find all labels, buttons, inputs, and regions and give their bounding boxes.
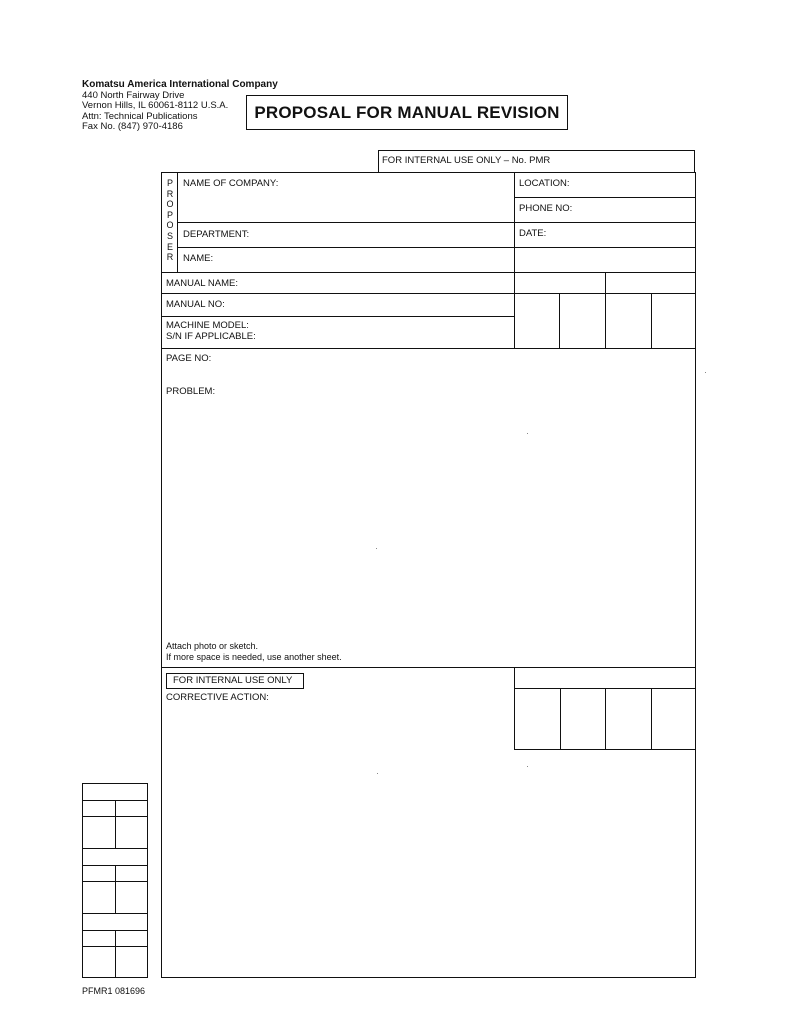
proposer-letter: R bbox=[166, 188, 174, 199]
proposer-letter: P bbox=[166, 209, 173, 220]
routing-divider bbox=[115, 800, 116, 848]
page-no-label: PAGE NO: bbox=[166, 353, 212, 364]
address-line: Attn: Technical Publications bbox=[82, 110, 198, 122]
manual-no-label: MANUAL NO: bbox=[166, 299, 225, 310]
form-title: PROPOSAL FOR MANUAL REVISION bbox=[246, 95, 568, 130]
attach-note: If more space is needed, use another sheet. bbox=[166, 652, 342, 662]
routing-divider bbox=[82, 848, 148, 849]
grid-divider bbox=[514, 667, 515, 750]
department-label: DEPARTMENT: bbox=[183, 229, 250, 240]
grid-divider bbox=[559, 293, 560, 348]
row-divider bbox=[161, 348, 696, 349]
location-label: LOCATION: bbox=[519, 178, 570, 189]
internal-use-pmr-label: FOR INTERNAL USE ONLY – No. PMR bbox=[382, 155, 551, 166]
phone-no-label: PHONE NO: bbox=[519, 203, 573, 214]
row-divider bbox=[161, 316, 515, 317]
grid-divider bbox=[651, 293, 652, 348]
grid-divider bbox=[605, 293, 606, 348]
proposer-letter: E bbox=[166, 241, 173, 252]
routing-divider bbox=[82, 913, 148, 914]
row-divider bbox=[161, 272, 696, 273]
grid-divider bbox=[560, 688, 561, 750]
address-line: 440 North Fairway Drive bbox=[82, 89, 185, 101]
proposer-letter: S bbox=[166, 230, 173, 241]
scan-speck bbox=[527, 766, 528, 767]
company-name: Komatsu America International Company bbox=[82, 79, 278, 90]
row-divider bbox=[177, 247, 696, 248]
grid-divider bbox=[605, 688, 606, 750]
scan-speck bbox=[376, 548, 377, 549]
address-line: Fax No. (847) 970-4186 bbox=[82, 121, 183, 132]
name-of-company-label: NAME OF COMPANY: bbox=[183, 178, 279, 189]
address-line: Vernon Hills, IL 60061-8112 U.S.A. bbox=[82, 100, 229, 111]
attach-note: Attach photo or sketch. bbox=[166, 641, 259, 651]
scan-speck bbox=[377, 773, 378, 774]
routing-divider bbox=[115, 930, 116, 978]
internal-use-only-label: FOR INTERNAL USE ONLY bbox=[166, 673, 304, 689]
proposer-vertical-label bbox=[163, 178, 177, 263]
proposer-letter: P bbox=[166, 178, 173, 188]
corrective-action-label: CORRECTIVE ACTION: bbox=[166, 692, 269, 703]
grid-divider bbox=[651, 688, 652, 750]
proposer-letter: O bbox=[166, 199, 174, 210]
problem-label: PROBLEM: bbox=[166, 386, 216, 397]
routing-divider bbox=[115, 865, 116, 913]
scan-speck bbox=[527, 433, 528, 434]
section-divider bbox=[161, 667, 696, 668]
scan-speck bbox=[705, 372, 706, 373]
right-column-divider bbox=[514, 172, 515, 349]
form-code: PFMR1 081696 bbox=[82, 986, 146, 996]
name-label: NAME: bbox=[183, 253, 214, 264]
machine-model-label: MACHINE MODEL: bbox=[166, 320, 249, 331]
grid-divider bbox=[605, 272, 606, 293]
proposer-letter: R bbox=[166, 252, 174, 263]
date-label: DATE: bbox=[519, 228, 547, 239]
row-divider bbox=[177, 222, 696, 223]
row-divider bbox=[161, 293, 696, 294]
row-divider bbox=[514, 197, 696, 198]
sn-label: S/N IF APPLICABLE: bbox=[166, 331, 256, 342]
proposer-letter: O bbox=[166, 220, 174, 231]
manual-name-label: MANUAL NAME: bbox=[166, 278, 238, 289]
